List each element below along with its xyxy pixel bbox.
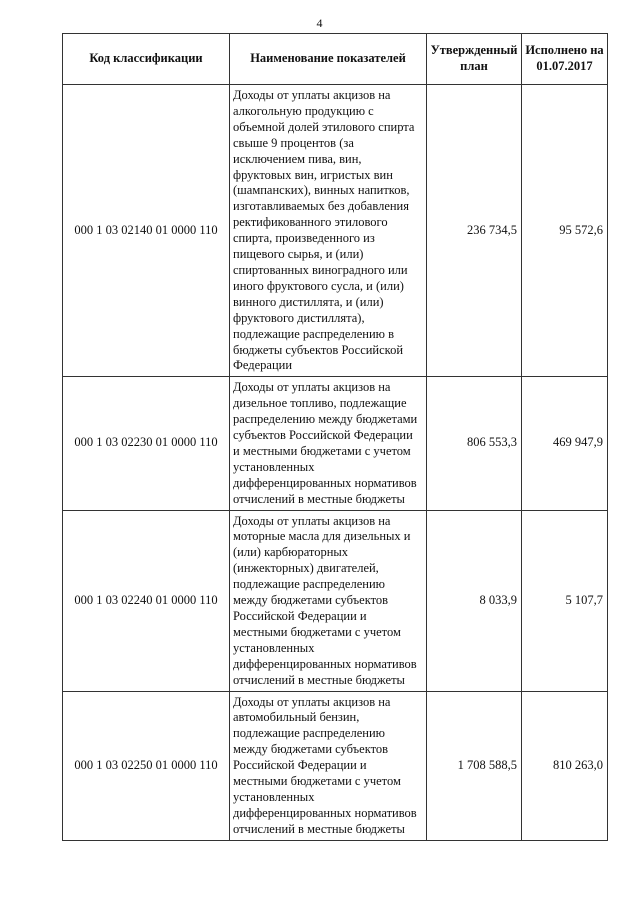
indicator-name-line: дифференцированных нормативов xyxy=(233,805,417,820)
indicator-name-line: субъектов Российской Федерации xyxy=(233,428,413,443)
classification-code: 000 1 03 02240 01 0000 110 xyxy=(63,510,230,691)
indicator-name-line: винного дистиллята, и (или) xyxy=(233,294,384,309)
indicator-name-line: (шампанских), винных напитков, xyxy=(233,183,410,198)
page-number: 4 xyxy=(316,16,323,30)
executed-value: 810 263,0 xyxy=(522,691,608,840)
indicator-name-line: (или) карбюраторных xyxy=(233,545,349,560)
indicator-name xyxy=(230,510,427,691)
indicator-name-line: ректификованного этилового xyxy=(233,215,388,230)
indicator-name-line: спиртованных виноградного или xyxy=(233,262,408,277)
executed-value: 5 107,7 xyxy=(522,510,608,691)
indicator-name-line: установленных xyxy=(233,640,315,655)
indicator-name-line: Доходы от уплаты акцизов на xyxy=(233,513,391,528)
indicator-name-line: распределению между бюджетами xyxy=(233,412,418,427)
table-header-row xyxy=(63,34,608,85)
indicator-name-line: подлежащие распределению xyxy=(233,577,385,592)
approved-plan-value: 1 708 588,5 xyxy=(427,691,522,840)
indicator-name-line: Доходы от уплаты акцизов на xyxy=(233,380,391,395)
indicator-name-line: местными бюджетами с учетом xyxy=(233,624,401,639)
indicator-name-line: подлежащие распределению в xyxy=(233,326,395,341)
indicator-name-line: моторные масла для дизельных и xyxy=(233,529,411,544)
indicator-name-line: между бюджетами субъектов xyxy=(233,742,389,757)
indicator-name-line: между бюджетами субъектов xyxy=(233,593,389,608)
indicator-name-line: объемной долей этилового спирта xyxy=(233,119,415,134)
indicator-name-line: отчислений в местные бюджеты xyxy=(233,821,405,836)
indicator-name-line: (инжекторных) двигателей, xyxy=(233,561,379,576)
indicator-name-line: алкогольную продукцию с xyxy=(233,103,374,118)
indicator-name-line: местными бюджетами с учетом xyxy=(233,774,401,789)
header-name: Наименование показателей xyxy=(230,34,427,85)
table-row xyxy=(63,510,608,691)
indicator-name-line: Доходы от уплаты акцизов на xyxy=(233,694,391,709)
classification-code: 000 1 03 02230 01 0000 110 xyxy=(63,377,230,510)
indicator-name-line: бюджеты субъектов Российской xyxy=(233,342,404,357)
indicator-name-line: спирта, произведенного из xyxy=(233,231,375,246)
indicator-name-line: дифференцированных нормативов xyxy=(233,475,417,490)
table-row xyxy=(63,691,608,840)
indicator-name-line: фруктового дистиллята), xyxy=(233,310,365,325)
indicator-name-line: установленных xyxy=(233,789,315,804)
indicator-name-line: отчислений в местные бюджеты xyxy=(233,491,405,506)
indicator-name-line: Российской Федерации и xyxy=(233,609,367,623)
indicator-name-line: фруктовых вин, игристых вин xyxy=(233,167,393,182)
indicator-name-line: и местными бюджетами с учетом xyxy=(233,443,411,458)
revenue-table xyxy=(62,33,608,841)
approved-plan-value: 8 033,9 xyxy=(427,510,522,691)
indicator-name-line: изготавливаемых без добавления xyxy=(233,199,410,214)
indicator-name-line: иного фруктового сусла, и (или) xyxy=(233,278,404,293)
indicator-name-line: свыше 9 процентов (за xyxy=(233,135,354,150)
indicator-name-line: Федерации xyxy=(233,358,293,373)
approved-plan-value: 806 553,3 xyxy=(427,377,522,510)
indicator-name-line: подлежащие распределению xyxy=(233,726,385,741)
approved-plan-value: 236 734,5 xyxy=(427,85,522,377)
header-code: Код классификации xyxy=(63,34,230,85)
header-executed: Исполнено на 01.07.2017 xyxy=(522,34,608,85)
table-body xyxy=(63,85,608,841)
table-row xyxy=(63,85,608,377)
executed-value: 95 572,6 xyxy=(522,85,608,377)
indicator-name-line: отчислений в местные бюджеты xyxy=(233,672,405,687)
executed-value: 469 947,9 xyxy=(522,377,608,510)
indicator-name xyxy=(230,377,427,510)
header-plan: Утвержденный план xyxy=(427,34,522,85)
table-row xyxy=(63,377,608,510)
indicator-name-line: Доходы от уплаты акцизов на xyxy=(233,88,391,102)
indicator-name-line: установленных xyxy=(233,459,315,474)
classification-code: 000 1 03 02250 01 0000 110 xyxy=(63,691,230,840)
indicator-name xyxy=(230,85,427,377)
classification-code: 000 1 03 02140 01 0000 110 xyxy=(63,85,230,377)
indicator-name-line: Российской Федерации и xyxy=(233,758,367,773)
indicator-name-line: дизельное топливо, подлежащие xyxy=(233,396,407,411)
indicator-name-line: исключением пива, вин, xyxy=(233,151,362,166)
indicator-name-line: пищевого сырья, и (или) xyxy=(233,247,364,262)
indicator-name-line: автомобильный бензин, xyxy=(233,710,360,725)
indicator-name-line: дифференцированных нормативов xyxy=(233,656,417,671)
indicator-name xyxy=(230,691,427,840)
